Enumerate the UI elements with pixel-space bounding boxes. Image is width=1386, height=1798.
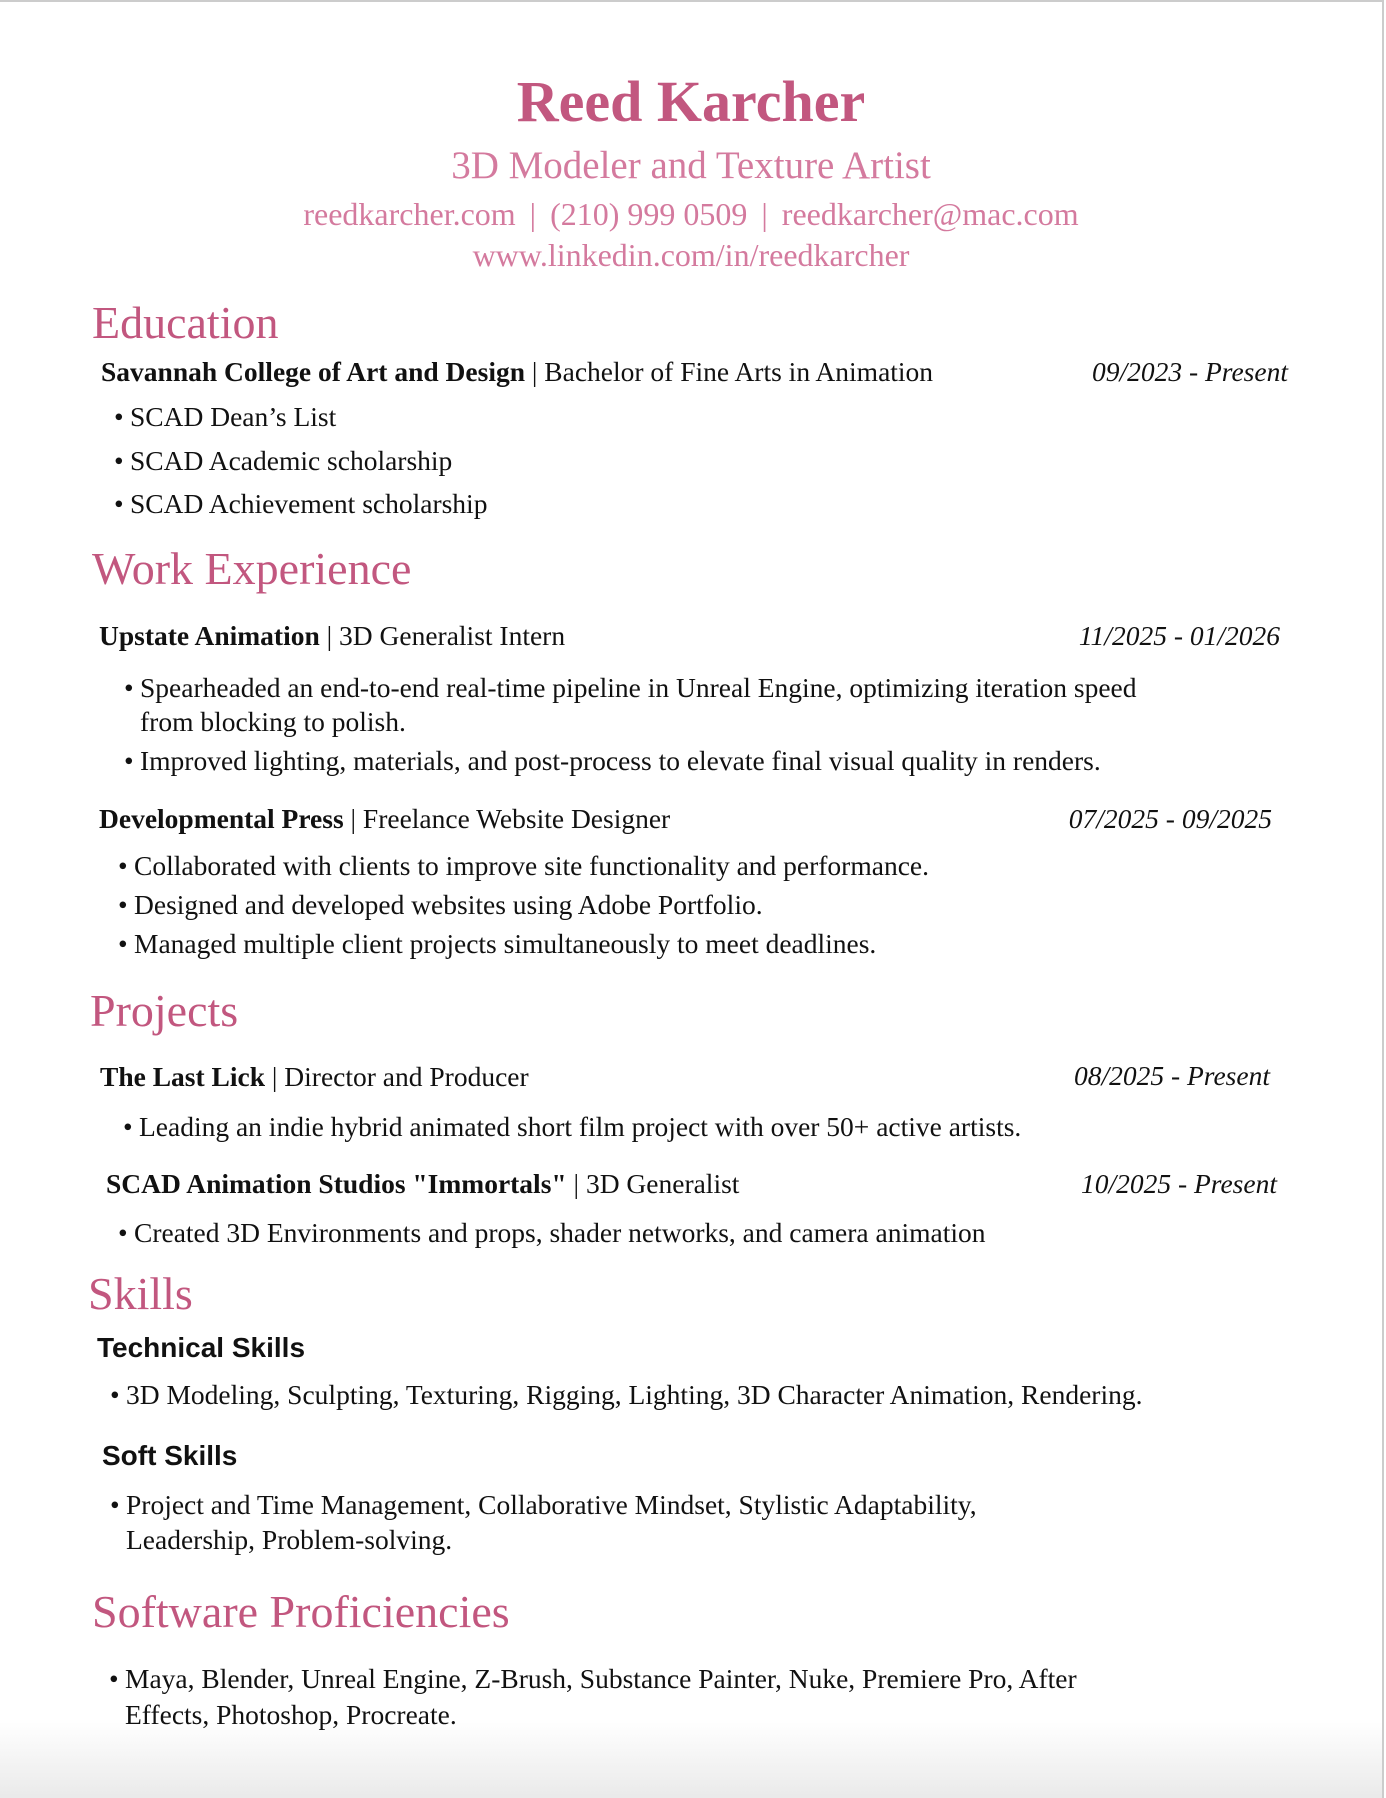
candidate-name: Reed Karcher (516, 69, 866, 134)
linkedin-link[interactable]: www.linkedin.com/in/reedkarcher (472, 237, 910, 273)
project-entry: SCAD Animation Studios "Immortals" | 3D Generalist (106, 1168, 740, 1199)
list-item: • SCAD Achievement scholarship (114, 488, 488, 519)
soft-skills-heading: Soft Skills (102, 1440, 238, 1471)
separator: | (761, 196, 768, 232)
education-dates: 09/2023 - Present (1091, 356, 1288, 387)
school-name: Savannah College of Art and Design (101, 356, 526, 387)
job-title: 3D Modeler and Texture Artist (451, 144, 931, 187)
job-dates: 07/2025 - 09/2025 (1068, 803, 1272, 834)
list-item: • Created 3D Environments and props, shader networks, and camera animation (118, 1217, 986, 1248)
projects-heading: Projects (90, 985, 239, 1036)
list-item-continuation: from blocking to polish. (140, 706, 406, 737)
list-item: • Improved lighting, materials, and post-process to elevate final visual quality in renders. (124, 745, 1101, 776)
skills-heading: Skills (88, 1268, 193, 1319)
list-item: • Project and Time Management, Collaborative Mindset, Stylistic Adaptability, (110, 1489, 977, 1520)
list-item-continuation: Effects, Photoshop, Procreate. (125, 1699, 457, 1730)
list-item: • SCAD Academic scholarship (114, 445, 453, 476)
work-heading: Work Experience (92, 543, 412, 594)
degree: Bachelor of Fine Arts in Animation (544, 356, 934, 387)
contact-line (0, 195, 1382, 233)
list-item: • Leading an indie hybrid animated short film project with over 50+ active artists. (123, 1111, 1022, 1142)
job-entry: Developmental Press | Freelance Website Designer (99, 803, 671, 834)
education-entry: Savannah College of Art and Design | Bachelor of Fine Arts in Animation (101, 356, 934, 387)
education-heading: Education (92, 297, 279, 348)
list-item: • Managed multiple client projects simultaneously to meet deadlines. (118, 928, 877, 959)
list-item: • 3D Modeling, Sculpting, Texturing, Rigging, Lighting, 3D Character Animation, Rendering. (110, 1379, 1143, 1410)
software-heading: Software Proficiencies (92, 1586, 510, 1637)
job-dates: 11/2025 - 01/2026 (1078, 620, 1280, 651)
list-item: • Collaborated with clients to improve site functionality and performance. (118, 850, 929, 881)
email-link[interactable]: reedkarcher@mac.com (781, 196, 1079, 232)
project-dates: 08/2025 - Present (1073, 1060, 1270, 1091)
job-entry: Upstate Animation | 3D Generalist Intern (99, 620, 566, 651)
phone-number: (210) 999 0509 (550, 196, 748, 232)
project-dates: 10/2025 - Present (1080, 1168, 1277, 1199)
website-link[interactable]: reedkarcher.com (303, 196, 516, 232)
list-item-continuation: Leadership, Problem-solving. (126, 1524, 453, 1555)
list-item: • SCAD Dean’s List (114, 401, 337, 432)
list-item: • Spearheaded an end-to-end real-time pipeline in Unreal Engine, optimizing iteration speed (124, 672, 1137, 703)
project-entry: The Last Lick | Director and Producer (100, 1061, 529, 1092)
technical-skills-heading: Technical Skills (97, 1332, 306, 1363)
separator: | (529, 196, 537, 232)
list-item: • Maya, Blender, Unreal Engine, Z-Brush, Substance Painter, Nuke, Premiere Pro, After (109, 1663, 1077, 1694)
list-item: • Designed and developed websites using Adobe Portfolio. (118, 889, 763, 920)
